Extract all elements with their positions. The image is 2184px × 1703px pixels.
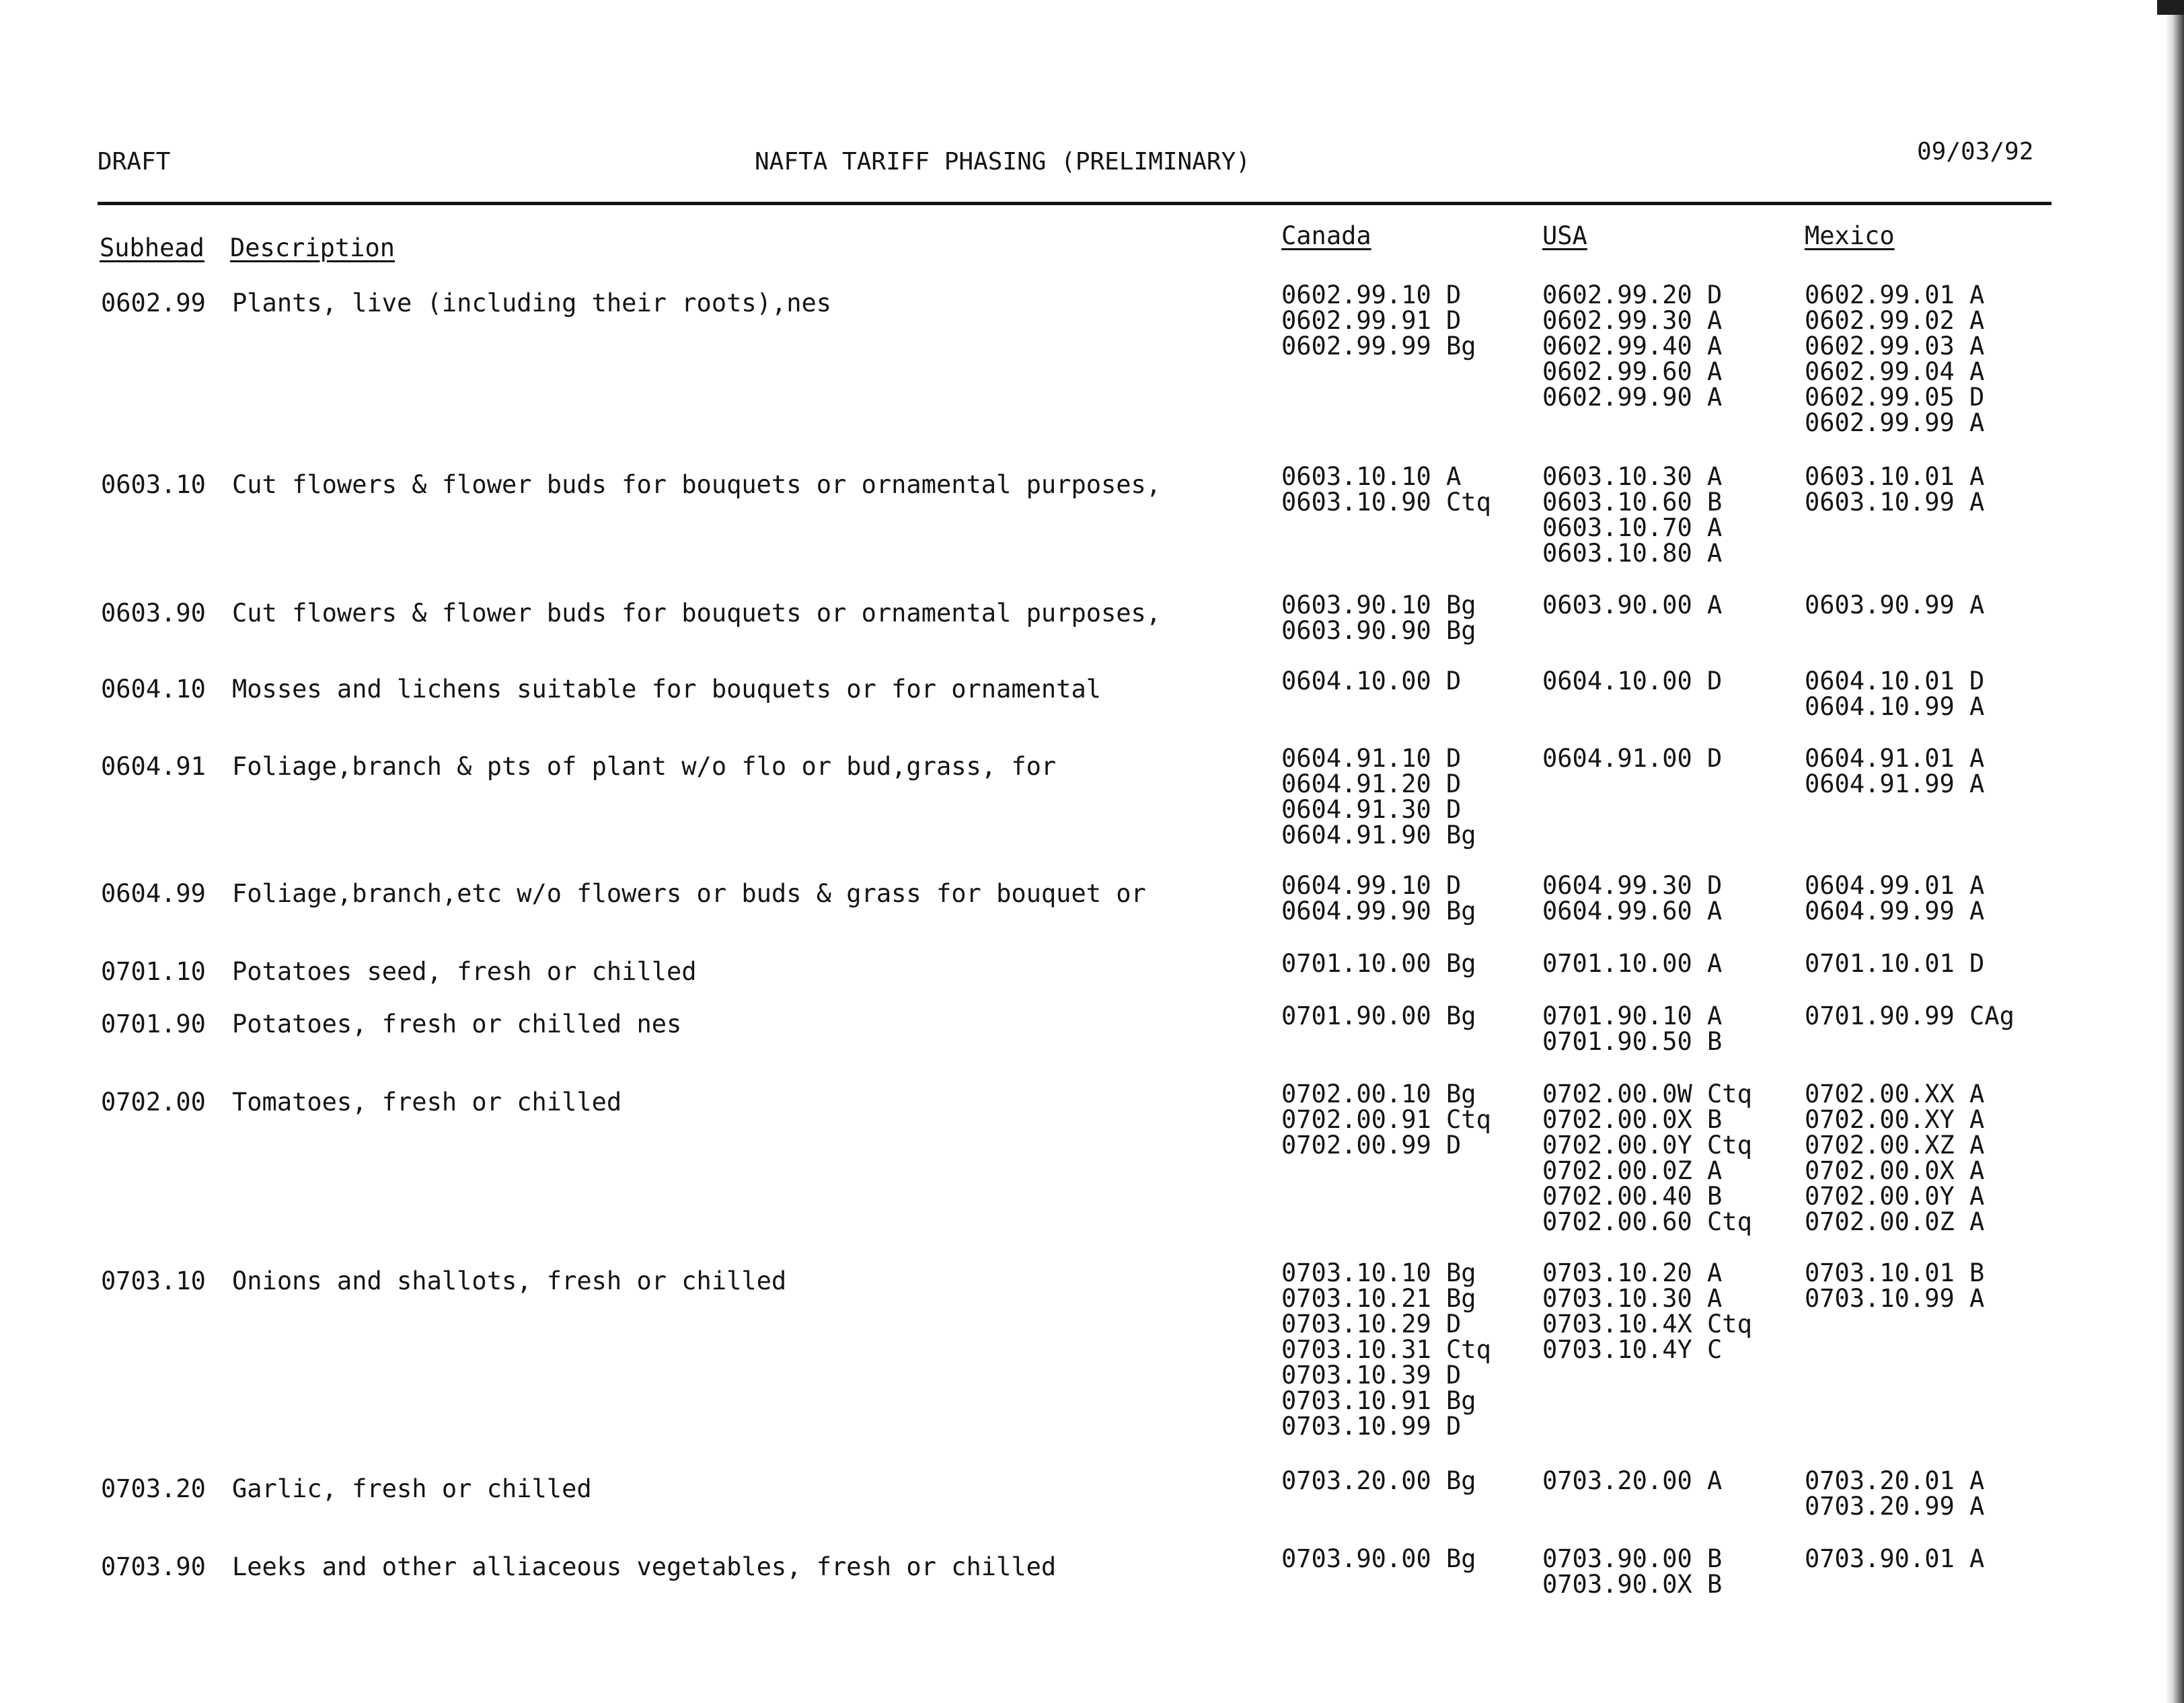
usa-tariff-code: 0703.10.4Y C <box>1542 1335 1723 1364</box>
usa-tariff-code: 0703.90.0X B <box>1542 1570 1723 1599</box>
subhead-code: 0701.10 <box>101 957 206 986</box>
usa-tariff-code: 0702.00.60 Ctq <box>1542 1207 1752 1236</box>
usa-tariff-code: 0602.99.40 A <box>1542 332 1723 361</box>
canada-tariff-codes <box>1281 282 1476 359</box>
canada-tariff-code: 0702.00.10 Bg <box>1281 1080 1476 1108</box>
canada-tariff-code: 0702.00.91 Ctq <box>1281 1105 1491 1134</box>
mexico-tariff-code: 0604.91.01 A <box>1805 744 1985 773</box>
canada-tariff-code: 0703.10.39 D <box>1281 1361 1462 1390</box>
page-corner-mark <box>2157 0 2184 15</box>
canada-tariff-codes <box>1281 951 1476 977</box>
subhead-code: 0604.99 <box>101 879 206 908</box>
canada-tariff-code: 0604.91.20 D <box>1281 769 1462 798</box>
draft-label: DRAFT <box>98 148 171 176</box>
usa-tariff-code: 0702.00.0Y Ctq <box>1542 1131 1752 1160</box>
mexico-tariff-code: 0702.00.XX A <box>1805 1080 1985 1108</box>
mexico-tariff-code: 0602.99.03 A <box>1805 332 1985 361</box>
mexico-tariff-code: 0702.00.0Y A <box>1805 1182 1985 1211</box>
column-header-canada: Canada <box>1281 221 1371 250</box>
canada-tariff-code: 0703.10.99 D <box>1281 1412 1462 1441</box>
mexico-tariff-codes <box>1805 951 1984 977</box>
mexico-tariff-codes <box>1805 1546 1984 1572</box>
usa-tariff-codes <box>1542 282 1722 410</box>
usa-tariff-codes <box>1542 873 1722 924</box>
usa-tariff-code: 0701.10.00 A <box>1542 949 1723 978</box>
usa-tariff-codes <box>1542 951 1722 977</box>
column-header-usa: USA <box>1542 221 1587 250</box>
canada-tariff-codes <box>1281 1546 1476 1572</box>
canada-tariff-code: 0604.91.90 Bg <box>1281 821 1476 849</box>
usa-tariff-code: 0603.10.80 A <box>1542 539 1723 568</box>
subhead-code: 0701.90 <box>101 1010 206 1038</box>
canada-tariff-code: 0604.91.10 D <box>1281 744 1462 773</box>
usa-tariff-codes <box>1542 669 1722 694</box>
mexico-tariff-code: 0703.90.01 A <box>1805 1544 1985 1573</box>
canada-tariff-code: 0602.99.99 Bg <box>1281 332 1476 361</box>
mexico-tariff-codes <box>1805 282 1984 436</box>
mexico-tariff-code: 0603.90.99 A <box>1805 591 1985 619</box>
usa-tariff-code: 0602.99.20 D <box>1542 280 1723 309</box>
canada-tariff-code: 0604.91.30 D <box>1281 795 1462 824</box>
mexico-tariff-codes <box>1805 1082 1984 1235</box>
canada-tariff-code: 0602.99.10 D <box>1281 280 1462 309</box>
usa-tariff-codes <box>1542 746 1722 771</box>
mexico-tariff-code: 0604.99.99 A <box>1805 897 1985 925</box>
subhead-code: 0703.20 <box>101 1474 206 1503</box>
usa-tariff-code: 0602.99.30 A <box>1542 306 1723 335</box>
mexico-tariff-code: 0602.99.01 A <box>1805 280 1985 309</box>
canada-tariff-code: 0603.90.10 Bg <box>1281 591 1476 619</box>
usa-tariff-code: 0702.00.40 B <box>1542 1182 1723 1211</box>
header-rule <box>98 202 2051 205</box>
usa-tariff-codes <box>1542 1001 1723 1056</box>
column-header-description: Description <box>230 233 396 262</box>
mexico-tariff-codes <box>1805 464 1984 515</box>
mexico-tariff-code: 0701.90.99 CAg <box>1805 1001 2014 1030</box>
canada-tariff-code: 0701.90.00 Bg <box>1281 1001 1476 1030</box>
page-title: NAFTA TARIFF PHASING (PRELIMINARY) <box>755 148 1250 176</box>
canada-tariff-codes <box>1281 464 1491 515</box>
item-description: Foliage,branch & pts of plant w/o flo or bud,grass, for <box>232 752 1057 781</box>
usa-tariff-code: 0703.10.4X Ctq <box>1542 1310 1752 1338</box>
usa-tariff-code: 0602.99.60 A <box>1542 357 1723 386</box>
canada-tariff-codes <box>1281 1468 1476 1494</box>
canada-tariff-codes <box>1281 593 1476 644</box>
usa-tariff-codes <box>1542 593 1722 618</box>
canada-tariff-code: 0702.00.99 D <box>1281 1131 1462 1160</box>
mexico-tariff-code: 0702.00.XZ A <box>1805 1131 1985 1160</box>
usa-tariff-code: 0603.90.00 A <box>1542 591 1723 619</box>
usa-tariff-code: 0703.10.30 A <box>1542 1284 1723 1313</box>
mexico-tariff-code: 0602.99.99 A <box>1805 408 1985 437</box>
canada-tariff-code: 0604.10.00 D <box>1281 667 1462 695</box>
usa-tariff-code: 0702.00.0Z A <box>1542 1156 1723 1185</box>
usa-tariff-code: 0604.10.00 D <box>1542 667 1723 695</box>
canada-tariff-code: 0703.20.00 Bg <box>1281 1466 1476 1495</box>
page-edge-shadow <box>2165 0 2184 1703</box>
mexico-tariff-codes <box>1805 669 1984 720</box>
canada-tariff-code: 0603.90.90 Bg <box>1281 616 1476 645</box>
mexico-tariff-code: 0701.10.01 D <box>1805 949 1985 978</box>
mexico-tariff-codes <box>1805 746 1984 797</box>
canada-tariff-code: 0703.90.00 Bg <box>1281 1544 1476 1573</box>
usa-tariff-codes <box>1542 1546 1722 1597</box>
mexico-tariff-code: 0602.99.05 D <box>1805 383 1985 412</box>
subhead-code: 0702.00 <box>101 1088 206 1117</box>
mexico-tariff-code: 0703.10.99 A <box>1805 1284 1985 1313</box>
canada-tariff-codes <box>1281 1082 1491 1158</box>
item-description: Mosses and lichens suitable for bouquets or for ornamental <box>232 675 1102 704</box>
usa-tariff-codes <box>1542 1260 1752 1363</box>
subhead-code: 0703.90 <box>101 1552 206 1581</box>
item-description: Foliage,branch,etc w/o flowers or buds & grass for bouquet or <box>232 879 1146 908</box>
mexico-tariff-codes <box>1805 1260 1984 1312</box>
canada-tariff-code: 0703.10.21 Bg <box>1281 1284 1476 1313</box>
mexico-tariff-code: 0703.20.99 A <box>1805 1492 1985 1521</box>
canada-tariff-codes <box>1281 873 1476 924</box>
item-description: Potatoes, fresh or chilled nes <box>232 1010 682 1038</box>
item-description: Plants, live (including their roots),nes <box>232 289 832 317</box>
mexico-tariff-code: 0703.10.01 B <box>1805 1258 1985 1287</box>
canada-tariff-codes <box>1281 746 1476 848</box>
item-description: Cut flowers & flower buds for bouquets or ornamental purposes, <box>232 599 1162 628</box>
mexico-tariff-code: 0602.99.04 A <box>1805 357 1985 386</box>
canada-tariff-code: 0604.99.90 Bg <box>1281 897 1476 925</box>
subhead-code: 0603.90 <box>101 599 206 628</box>
mexico-tariff-code: 0603.10.99 A <box>1805 488 1985 517</box>
mexico-tariff-codes <box>1805 1468 1984 1519</box>
usa-tariff-code: 0603.10.70 A <box>1542 513 1723 542</box>
mexico-tariff-codes <box>1805 1001 2014 1030</box>
canada-tariff-code: 0603.10.90 Ctq <box>1281 488 1491 517</box>
item-description: Onions and shallots, fresh or chilled <box>232 1266 787 1295</box>
usa-tariff-codes <box>1542 1082 1752 1235</box>
canada-tariff-code: 0701.10.00 Bg <box>1281 949 1476 978</box>
mexico-tariff-code: 0604.99.01 A <box>1805 871 1985 900</box>
usa-tariff-code: 0604.99.30 D <box>1542 871 1723 900</box>
usa-tariff-code: 0604.91.00 D <box>1542 744 1723 773</box>
canada-tariff-code: 0703.10.29 D <box>1281 1310 1462 1338</box>
subhead-code: 0603.10 <box>101 470 206 499</box>
usa-tariff-code: 0703.10.20 A <box>1542 1258 1723 1287</box>
usa-tariff-code: 0702.00.0W Ctq <box>1542 1080 1752 1108</box>
canada-tariff-code: 0703.10.91 Bg <box>1281 1386 1476 1415</box>
item-description: Cut flowers & flower buds for bouquets or ornamental purposes, <box>232 470 1162 499</box>
mexico-tariff-codes <box>1805 593 1984 618</box>
mexico-tariff-code: 0603.10.01 A <box>1805 462 1985 491</box>
canada-tariff-code: 0703.10.31 Ctq <box>1281 1335 1491 1364</box>
item-description: Tomatoes, fresh or chilled <box>232 1088 622 1117</box>
subhead-code: 0604.91 <box>101 752 206 781</box>
mexico-tariff-code: 0604.10.99 A <box>1805 692 1985 721</box>
usa-tariff-code: 0701.90.50 B <box>1542 1027 1723 1056</box>
usa-tariff-codes <box>1542 464 1722 566</box>
usa-tariff-code: 0701.90.10 A <box>1542 1001 1723 1030</box>
canada-tariff-codes <box>1281 669 1461 694</box>
canada-tariff-code: 0604.99.10 D <box>1281 871 1462 900</box>
mexico-tariff-code: 0702.00.XY A <box>1805 1105 1985 1134</box>
column-header-subhead: Subhead <box>100 233 204 262</box>
mexico-tariff-code: 0702.00.0Z A <box>1805 1207 1985 1236</box>
item-description: Garlic, fresh or chilled <box>232 1474 592 1503</box>
column-header-mexico: Mexico <box>1805 221 1895 250</box>
canada-tariff-codes <box>1281 1260 1491 1439</box>
usa-tariff-code: 0604.99.60 A <box>1542 897 1723 925</box>
mexico-tariff-code: 0703.20.01 A <box>1805 1466 1985 1495</box>
usa-tariff-code: 0702.00.0X B <box>1542 1105 1723 1134</box>
mexico-tariff-code: 0604.10.01 D <box>1805 667 1985 695</box>
usa-tariff-codes <box>1542 1468 1722 1494</box>
mexico-tariff-codes <box>1805 873 1984 924</box>
document-date: 09/03/92 <box>1917 138 2034 165</box>
mexico-tariff-code: 0702.00.0X A <box>1805 1156 1985 1185</box>
subhead-code: 0604.10 <box>101 675 206 704</box>
canada-tariff-codes <box>1281 1001 1476 1030</box>
canada-tariff-code: 0603.10.10 A <box>1281 462 1462 491</box>
subhead-code: 0602.99 <box>101 289 206 317</box>
usa-tariff-code: 0703.20.00 A <box>1542 1466 1723 1495</box>
mexico-tariff-code: 0602.99.02 A <box>1805 306 1985 335</box>
usa-tariff-code: 0603.10.60 B <box>1542 488 1723 517</box>
item-description: Potatoes seed, fresh or chilled <box>232 957 697 986</box>
item-description: Leeks and other alliaceous vegetables, fresh or chilled <box>232 1552 1057 1581</box>
canada-tariff-code: 0703.10.10 Bg <box>1281 1258 1476 1287</box>
subhead-code: 0703.10 <box>101 1266 206 1295</box>
mexico-tariff-code: 0604.91.99 A <box>1805 769 1985 798</box>
usa-tariff-code: 0703.90.00 B <box>1542 1544 1723 1573</box>
canada-tariff-code: 0602.99.91 D <box>1281 306 1462 335</box>
usa-tariff-code: 0603.10.30 A <box>1542 462 1723 491</box>
usa-tariff-code: 0602.99.90 A <box>1542 383 1723 412</box>
